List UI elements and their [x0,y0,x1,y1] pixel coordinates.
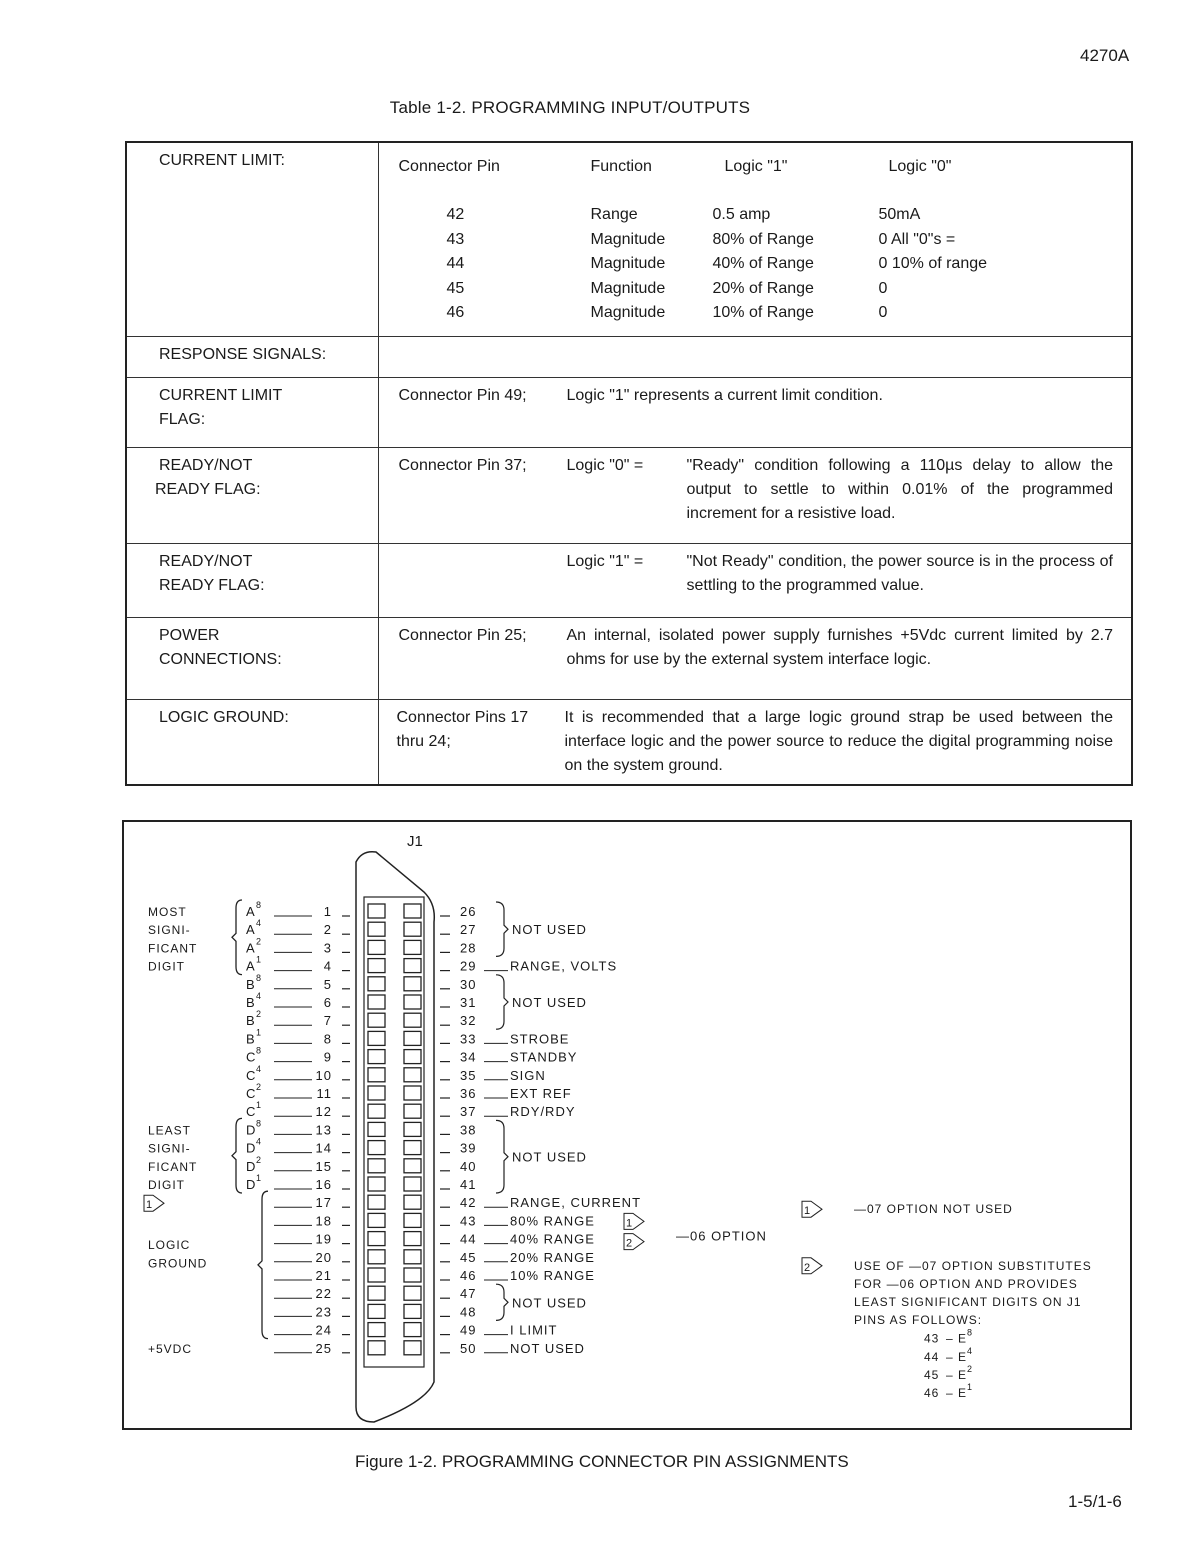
right-brace [496,902,508,956]
pin-number: 46 [460,1268,477,1283]
left-pin-contact [368,1177,385,1191]
pin-number: 19 [315,1231,332,1247]
pin-number: 27 [460,922,477,938]
table-row-ready-flag-logic0 [126,447,1132,543]
left-pin-contact [368,1031,385,1045]
pin-number: 38 [460,1122,477,1138]
row-label-line: READY FLAG: [155,480,261,498]
pin-number: 25 [315,1340,332,1356]
right-pin-contact [404,959,421,973]
current-limit-grid [399,149,1114,329]
document-id: 4270A [1080,46,1130,65]
cell-pin: 46 [446,304,465,321]
right-brace [496,1284,508,1320]
row-label-line: CURRENT LIMIT [159,386,283,404]
signal-bit-superscript: 4 [256,1136,263,1147]
pin-function-label: RANGE, VOLTS [510,958,618,974]
header-function: Function [590,158,652,175]
e-mapping-dash: – [946,1368,953,1382]
signal-bit-superscript: 2 [256,1082,263,1092]
cell-logic1: 0.5 amp [712,206,771,223]
pin-number: 32 [460,1013,477,1029]
not-used-label: NOT USED [512,922,587,938]
pin-number: 36 [460,1086,477,1101]
group-label: +5VDC [148,1341,193,1356]
pin-number: 4 [323,958,332,974]
signal-name: C [246,1049,257,1065]
left-pin-contact [368,922,385,936]
signal-bit-superscript: 1 [256,1027,263,1038]
pin-number: 12 [315,1104,332,1120]
pin-number: 40 [460,1158,477,1174]
group-label: LEAST [148,1123,192,1138]
e-mapping-bit-superscript: 8 [967,1327,974,1338]
left-pin-contact [368,1341,385,1355]
pin-number: 50 [460,1340,477,1356]
row-label-line: READY FLAG: [159,576,265,594]
pin-number: 44 [460,1231,477,1247]
cell-function: Magnitude [590,279,666,297]
not-used-label: NOT USED [512,1295,587,1311]
programming-io-table [125,141,1133,786]
left-pin-contact [368,1268,385,1282]
right-pin-contact [404,1286,421,1300]
left-pin-contact [368,1013,385,1027]
signal-bit-superscript: 8 [256,972,263,983]
pin-number: 1 [323,904,332,919]
pin-function-label: 80% RANGE [510,1213,595,1229]
note-flag-number: 1 [804,1205,811,1218]
pin-function-label: SIGN [510,1067,546,1083]
pin-function-label: STANDBY [510,1049,578,1065]
pin-number: 6 [323,995,332,1010]
signal-bit-superscript: 1 [256,954,263,965]
description: "Not Ready" condition, the power source is in the process of settling to the programmed value. [686,552,1113,594]
option-label: —06 OPTION [676,1228,767,1244]
note-text: PINS AS FOLLOWS: [854,1312,983,1327]
right-pin-contact [404,1177,421,1191]
pin-number: 8 [323,1031,332,1047]
pin-number: 10 [315,1067,332,1083]
group-label: DIGIT [148,1178,185,1192]
pin-number: 3 [323,940,332,956]
cell-logic1: 80% of Range [712,230,814,248]
left-pin-contact [368,1104,385,1118]
right-pin-contact [404,1268,421,1282]
e-mapping-pin: 44 [924,1349,940,1364]
pin-number: 34 [460,1049,477,1065]
signal-name: B [246,995,256,1010]
cell-function: Magnitude [590,230,666,248]
right-pin-contact [404,1250,421,1264]
pin-function-label: 10% RANGE [510,1268,595,1283]
left-pin-contact [368,1141,385,1155]
note-flag-number: 2 [626,1237,633,1250]
signal-name: B [246,976,256,992]
pin-number: 23 [315,1304,332,1320]
signal-name: A [246,922,256,938]
group-label: SIGNI- [148,923,191,938]
pin-number: 48 [460,1304,477,1320]
pin-number: 17 [315,1195,332,1211]
signal-name: D [246,1140,257,1156]
group-label: DIGIT [148,959,185,974]
pin-number: 42 [460,1195,477,1211]
pin-number: 45 [460,1249,477,1265]
e-mapping-dash: – [946,1331,953,1346]
right-pin-contact [404,1323,421,1337]
cell-logic1: 40% of Range [712,255,814,272]
pin-function-label: 20% RANGE [510,1249,595,1265]
connector-pin: Connector Pins 17 [396,708,529,726]
signal-bit-superscript: 8 [256,1118,263,1129]
pin-number: 16 [315,1177,332,1192]
connector-pin: thru 24; [396,732,451,750]
pin-number: 26 [460,904,477,919]
signal-bit-superscript: 2 [256,1154,263,1165]
logic-condition: Logic "1" = [566,552,644,570]
group-label: MOST [148,905,187,919]
cell-logic0: 50mA [878,206,921,223]
pin-number: 9 [323,1049,332,1065]
e-mapping-pin: 43 [924,1331,940,1346]
e-mapping-dash: – [946,1386,953,1401]
pin-number: 5 [323,976,332,992]
pin-number: 39 [460,1140,477,1156]
left-pin-contact [368,1232,385,1246]
left-pin-contact [368,959,385,973]
left-brace [258,1191,268,1338]
row-label-line: FLAG: [159,410,206,428]
connector-pin: Connector Pin 37; [398,456,527,474]
pin-number: 11 [316,1086,332,1101]
right-pin-contact [404,1213,421,1227]
pin-function-label: 40% RANGE [510,1231,595,1247]
note-text: USE OF —07 OPTION SUBSTITUTES [854,1258,1092,1273]
signal-name: C [246,1104,257,1120]
header-logic-0: Logic "0" [888,158,952,175]
signal-bit-superscript: 4 [256,991,263,1001]
header-logic-1: Logic "1" [724,158,788,175]
note-flag-number: 1 [146,1199,153,1212]
figure-caption: Figure 1-2. PROGRAMMING CONNECTOR PIN ASSIGNMENTS [355,1452,849,1471]
group-label: SIGNI- [148,1141,191,1156]
right-pin-contact [404,1068,421,1082]
left-brace [232,900,242,975]
description: Logic "1" represents a current limit condition. [566,386,883,404]
right-pin-contact [404,1122,421,1136]
table-row-current-limit [126,142,1132,336]
right-pin-contact [404,1159,421,1173]
left-pin-contact [368,1213,385,1227]
pin-function-label: STROBE [510,1031,570,1047]
logic-condition: Logic "0" = [566,456,644,474]
e-mapping-bit-superscript: 2 [967,1364,974,1374]
signal-name: B [246,1013,256,1029]
left-pin-contact [368,995,385,1009]
cell-function: Range [590,206,638,223]
pin-number: 30 [460,976,477,992]
page-number: 1-5/1-6 [1068,1492,1122,1511]
note-text: LEAST SIGNIFICANT DIGITS ON J1 [854,1294,1082,1309]
pin-number: 43 [460,1213,477,1229]
cell-logic0: 0 All "0"s = [878,230,956,248]
e-mapping-signal: E [958,1331,968,1346]
note-flag-number: 2 [804,1261,811,1274]
right-pin-contact [404,940,421,954]
right-pin-contact [404,1031,421,1045]
cell-logic1: 20% of Range [712,279,814,297]
header-connector-pin: Connector Pin [398,158,500,175]
pin-function-label: RDY/RDY [510,1104,576,1120]
cell-logic1: 10% of Range [712,304,814,321]
left-pin-contact [368,1159,385,1173]
row-label-line: READY/NOT [159,552,253,570]
e-mapping-signal: E [958,1349,968,1364]
group-label: FICANT [148,941,198,956]
cell-pin: 45 [446,279,465,297]
pin-number: 37 [460,1104,477,1120]
cell-logic0: 0 [878,279,888,297]
table-row-response-signals [126,336,1132,377]
group-label: LOGIC [148,1238,191,1253]
e-mapping-signal: E [958,1386,968,1401]
pin-function-label: I LIMIT [510,1322,558,1338]
pin-number: 33 [460,1031,477,1047]
right-pin-contact [404,922,421,936]
cell-logic0: 0 10% of range [878,255,988,272]
signal-bit-superscript: 2 [256,1009,263,1020]
right-pin-contact [404,1141,421,1155]
left-pin-contact [368,904,385,918]
signal-name: A [246,958,256,974]
pin-function-label: EXT REF [510,1086,572,1101]
signal-name: D [246,1122,257,1138]
row-label: RESPONSE SIGNALS: [126,336,378,377]
table-row-power-connections [126,617,1132,699]
signal-bit-superscript: 2 [256,936,263,947]
e-mapping-pin: 46 [924,1386,940,1401]
not-used-label: NOT USED [512,1149,587,1165]
signal-name: A [246,904,256,919]
signal-name: B [246,1031,256,1047]
row-label: CURRENT LIMIT: [126,142,378,336]
e-mapping-signal: E [958,1368,968,1382]
left-pin-contact [368,1122,385,1136]
left-pin-contact [368,1323,385,1337]
right-pin-contact [404,995,421,1009]
note-text: —07 OPTION NOT USED [854,1202,1013,1217]
right-pin-contact [404,1104,421,1118]
cell-pin: 43 [446,230,465,248]
group-label: GROUND [148,1256,208,1271]
right-pin-contact [404,977,421,991]
pin-number: 7 [323,1013,332,1029]
left-pin-contact [368,1050,385,1064]
left-brace [232,1118,242,1193]
description: An internal, isolated power supply furnishes +5Vdc current limited by 2.7 ohms for use by the external system interface logic. [566,626,1113,668]
signal-bit-superscript: 8 [256,1045,263,1056]
right-brace [496,975,508,1029]
right-pin-contact [404,904,421,918]
left-pin-contact [368,977,385,991]
signal-bit-superscript: 8 [256,900,263,910]
pin-number: 18 [315,1213,332,1229]
left-pin-contact [368,1195,385,1209]
pin-function-label: RANGE, CURRENT [510,1195,642,1211]
signal-bit-superscript: 1 [256,1173,263,1183]
row-label-line: CONNECTIONS: [159,650,282,668]
left-pin-contact [368,1068,385,1082]
right-pin-contact [404,1050,421,1064]
signal-bit-superscript: 1 [256,1100,263,1111]
right-brace [496,1120,508,1193]
cell-pin: 42 [446,206,465,223]
pin-number: 13 [315,1122,332,1138]
left-pin-contact [368,1086,385,1100]
description: It is recommended that a large logic ground strap be used between the interface logic and the power source to reduce the digital programming noise on the system ground. [564,708,1113,774]
cell-function: Magnitude [590,304,666,321]
table-caption: Table 1-2. PROGRAMMING INPUT/OUTPUTS [389,98,751,117]
right-pin-contact [404,1013,421,1027]
pin-number: 47 [460,1286,477,1302]
connector-pin: Connector Pin 25; [398,626,527,644]
signal-name: C [246,1067,257,1083]
signal-name: D [246,1177,257,1192]
row-label-line: POWER [159,626,220,644]
e-mapping-dash: – [946,1349,953,1364]
e-mapping-pin: 45 [924,1368,940,1382]
pin-number: 49 [460,1322,477,1338]
e-mapping-bit-superscript: 1 [967,1382,974,1393]
pin-number: 22 [315,1286,332,1302]
right-pin-contact [404,1086,421,1100]
cell-function: Magnitude [590,255,666,272]
connector-pin: Connector Pin 49; [398,386,527,404]
connector-insert-outline [364,897,424,1367]
signal-bit-superscript: 4 [256,1063,263,1074]
right-pin-contact [404,1195,421,1209]
left-pin-contact [368,1304,385,1318]
right-pin-contact [404,1304,421,1318]
pin-number: 2 [323,922,332,938]
connector-diagram [124,822,1130,1428]
pin-number: 15 [315,1158,332,1174]
pin-number: 20 [315,1249,332,1265]
note-flag-number: 1 [626,1217,633,1230]
signal-name: C [246,1086,257,1101]
pin-number: 41 [460,1177,477,1192]
connector-figure [122,820,1132,1430]
group-label: FICANT [148,1159,198,1174]
row-label-line: READY/NOT [159,456,253,474]
pin-function-label: NOT USED [510,1340,585,1356]
cell-logic0: 0 [878,304,888,321]
table-row-ready-flag-logic1 [126,543,1132,617]
pin-number: 31 [460,995,477,1010]
left-pin-contact [368,1250,385,1264]
row-label: LOGIC GROUND: [126,699,378,785]
table-row-current-limit-flag [126,377,1132,447]
signal-name: D [246,1158,257,1174]
cell-pin: 44 [446,255,465,272]
signal-name: A [246,940,256,956]
pin-number: 21 [315,1268,332,1283]
pin-number: 28 [460,940,477,956]
pin-number: 14 [315,1140,332,1156]
note-text: FOR —06 OPTION AND PROVIDES [854,1276,1078,1291]
pin-number: 35 [460,1067,477,1083]
signal-bit-superscript: 4 [256,918,263,929]
pin-number: 29 [460,958,477,974]
left-pin-contact [368,1286,385,1300]
connector-label: J1 [407,833,423,850]
right-pin-contact [404,1232,421,1246]
left-pin-contact [368,940,385,954]
pin-number: 24 [315,1322,332,1338]
table-row-logic-ground [126,699,1132,785]
e-mapping-bit-superscript: 4 [967,1345,974,1356]
not-used-label: NOT USED [512,995,587,1010]
description: "Ready" condition following a 110µs delay to allow the output to settle to within 0.01% of the programmed increment for a resistive load. [686,456,1113,522]
right-pin-contact [404,1341,421,1355]
